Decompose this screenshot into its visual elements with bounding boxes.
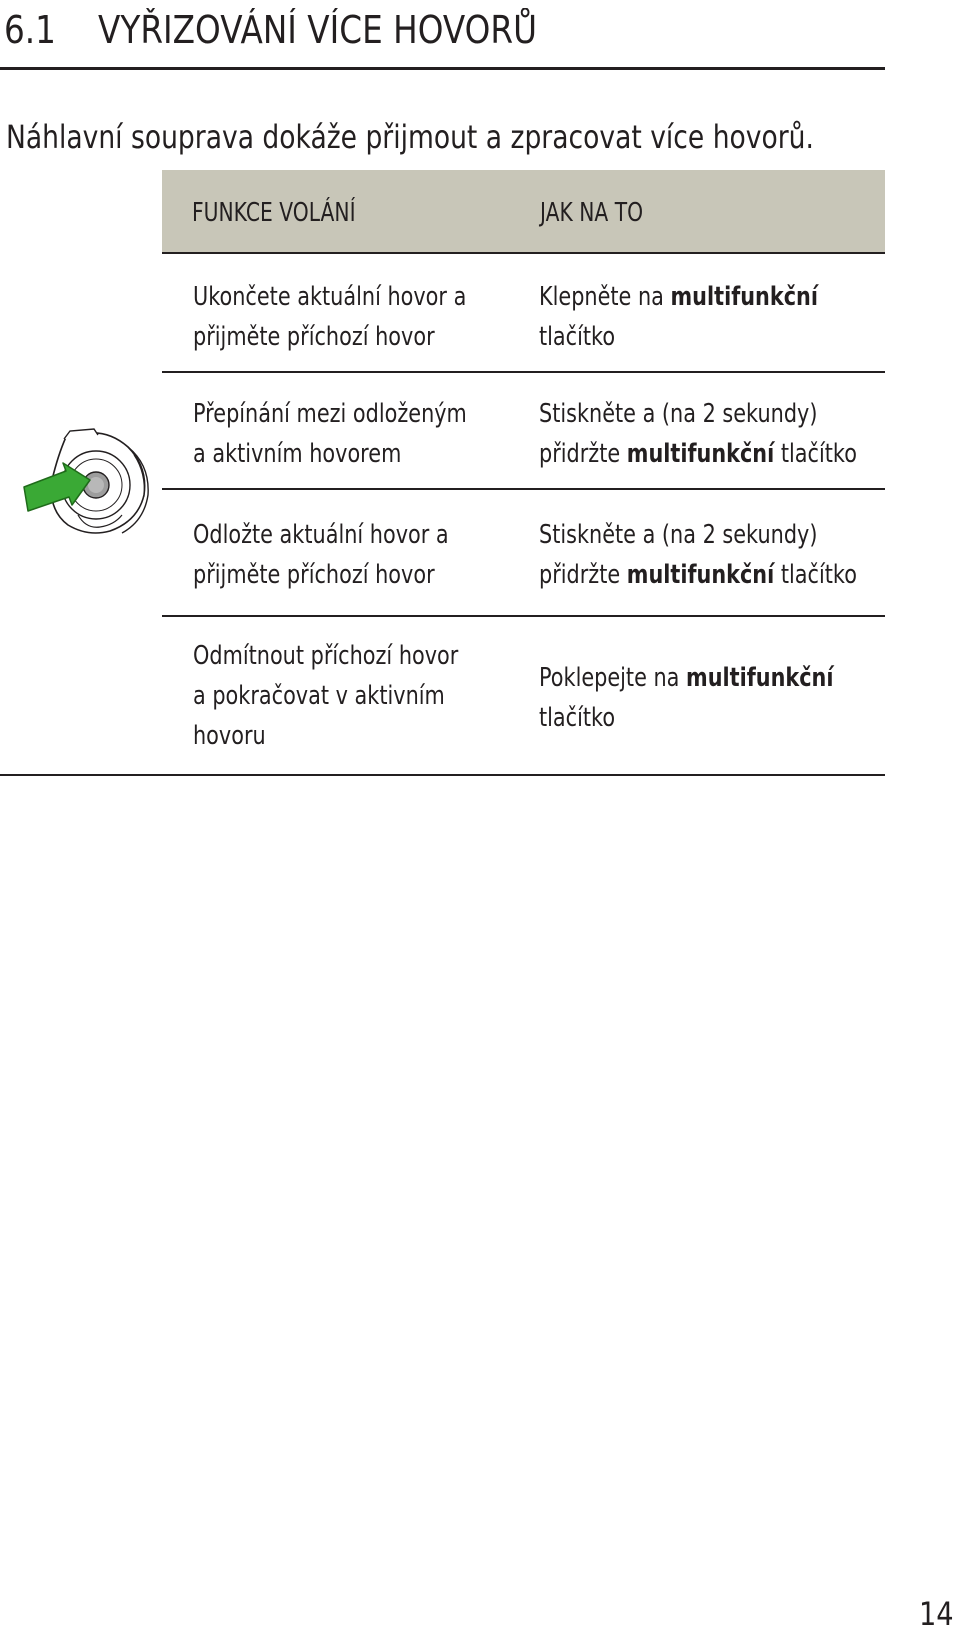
row-3-how: Stiskněte a (na 2 sekundy) přidržte multifunkční tlačítko [539, 520, 857, 590]
section-title [0, 0, 885, 70]
row-separator [162, 615, 885, 617]
row-1-how: Klepněte na multifunkční tlačítko [539, 282, 818, 352]
row-1-function: Ukončete aktuální hovor a přijměte příchozí hovor [193, 282, 467, 352]
row-4-how: Poklepejte na multifunkční tlačítko [539, 663, 834, 733]
intro-text: Náhlavní souprava dokáže přijmout a zpracovat více hovorů. [6, 118, 814, 156]
row-separator [162, 488, 885, 490]
header-function: FUNKCE VOLÁNÍ [192, 198, 356, 228]
row-separator [162, 371, 885, 373]
header-how: JAK NA TO [540, 198, 644, 228]
table-header [162, 170, 885, 254]
row-4-function: Odmítnout příchozí hovor a pokračovat v aktivním hovoru [193, 641, 459, 751]
section-heading: VYŘIZOVÁNÍ VÍCE HOVORŮ [98, 8, 538, 52]
section-number: 6.1 [4, 8, 56, 52]
row-2-function: Přepínání mezi odloženým a aktivním hovorem [193, 399, 467, 469]
headset-multifunction-button-icon [18, 425, 153, 545]
table-bottom-border [0, 774, 885, 776]
row-3-function: Odložte aktuální hovor a přijměte příchozí hovor [193, 520, 449, 590]
row-2-how: Stiskněte a (na 2 sekundy) přidržte multifunkční tlačítko [539, 399, 857, 469]
page-number: 14 [919, 1595, 954, 1633]
